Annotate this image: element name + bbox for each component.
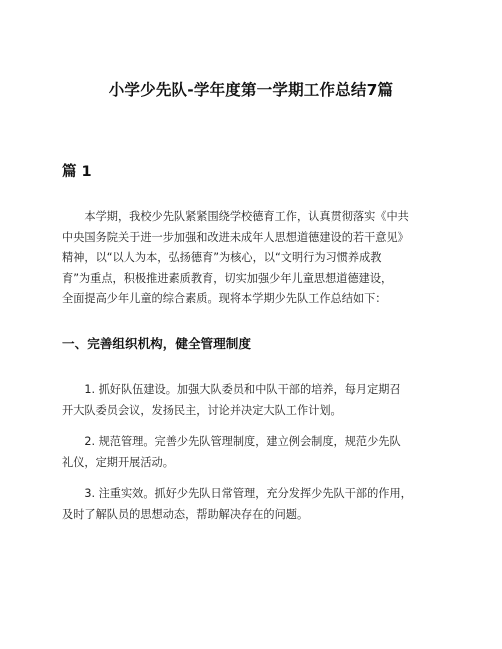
document-title: 小学少先队-学年度第一学期工作总结7篇: [108, 81, 394, 99]
intro-paragraph: 本学期，我校少先队紧紧围绕学校德育工作，认真贯彻落实《中共 中央国务院关于进一步加强和改进未成年人思想道德建设的若干意见》 精神，以“以人为本，弘扬德育”为核心，以“文明行为习惯养成教 育”为重点，积极推进素质教育，切实加强少年儿童思想道德建设， 全面提高少年儿童的综合素质。现将本学期少先队工作总结如下：: [62, 210, 409, 305]
list-item: 3. 注重实效。抓好少先队日常管理，充分发挥少先队干部的作用， 及时了解队员的思想动态，帮助解决存在的问题。: [62, 487, 412, 521]
sub-heading: 一、完善组织机构，健全管理制度: [62, 336, 251, 351]
section-heading: 篇 1: [62, 164, 92, 180]
list-item: 2. 规范管理。完善少先队管理制度，建立例会制度，规范少先队 礼仪，定期开展活动。: [62, 435, 401, 469]
list-item: 1. 抓好队伍建设。加强大队委员和中队干部的培养，每月定期召 开大队委员会议，发扬民主，讨论并决定大队工作计划。: [62, 383, 401, 417]
